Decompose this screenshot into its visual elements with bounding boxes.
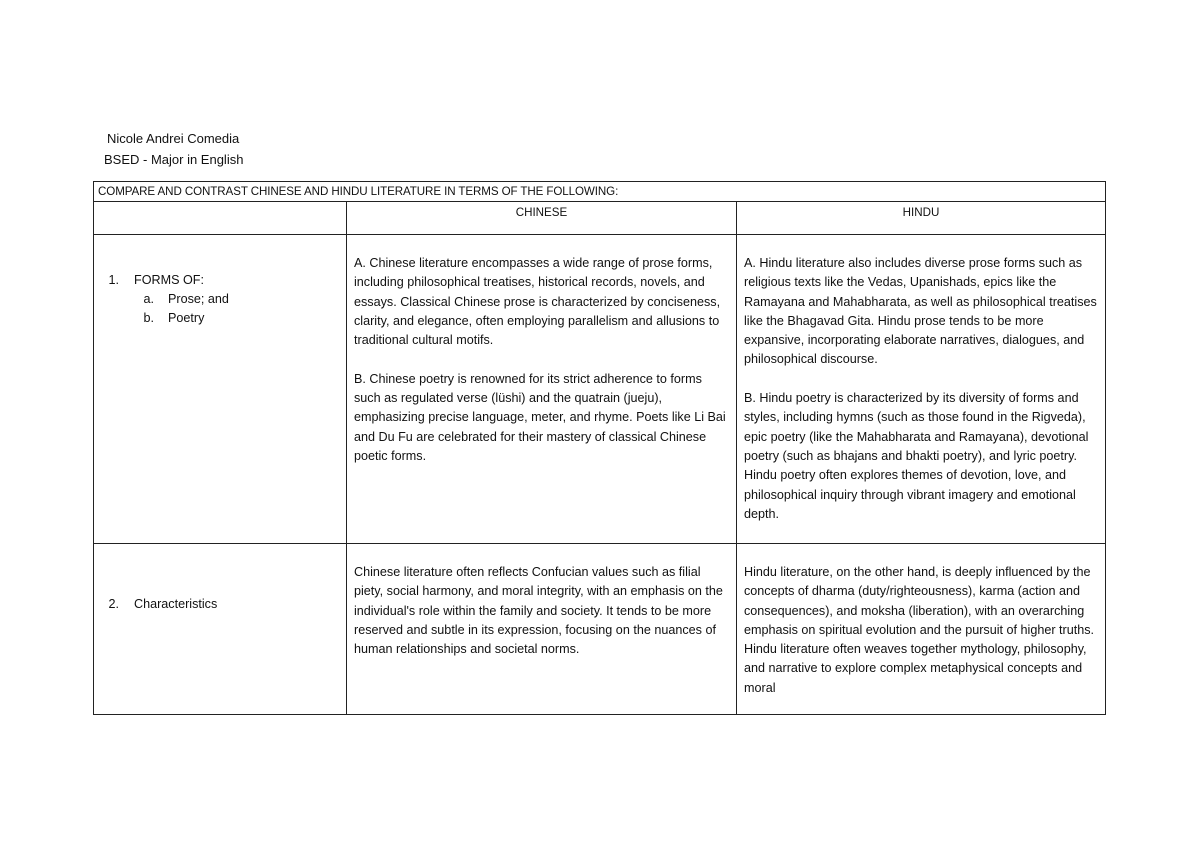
course-line: BSED - Major in English — [104, 152, 244, 167]
column-header-chinese: CHINESE — [347, 202, 737, 235]
table-row — [94, 235, 1106, 544]
sub-item-prose: Prose; and — [168, 292, 229, 306]
table-title: COMPARE AND CONTRAST CHINESE AND HINDU LITERATURE IN TERMS OF THE FOLLOWING: — [94, 182, 1106, 202]
hindu-poetry-text: B. Hindu poetry is characterized by its diversity of forms and styles, including hymns (such as those found in the Rigveda), epic poetry (like the Mahabharata and Ramayana), devotional poetry (such as bhajans and bhakti poetry), and lyric poetry. Hindu poetry often explores themes of devotion, love, and philosophical inquiry through vibrant imagery and emotional depth. — [744, 391, 1089, 521]
document-header — [104, 128, 243, 170]
row-label-text: FORMS OF: — [134, 273, 204, 287]
chinese-characteristics-cell — [347, 544, 737, 715]
sub-item-poetry: Poetry — [168, 311, 205, 325]
chinese-characteristics-text: Chinese literature often reflects Confucian values such as filial piety, social harmony, and moral integrity, with an emphasis on the individual's role within the family and society. It tends to be more reserved and subtle in its expression, focusing on the nuances of human relationships and societal norms. — [354, 565, 723, 657]
row-label-cell — [94, 544, 347, 715]
row-number: 2. — [108, 597, 119, 611]
hindu-prose-text: A. Hindu literature also includes diverse prose forms such as religious texts like the Vedas, Upanishads, epics like the Ramayana and Mahabharata, as well as philosophical treatises like the Bhagavad Gita. Hindu prose tends to be more expansive, incorporating elaborate narratives, dialogues, and philosophical discourse. — [744, 256, 1097, 367]
chinese-prose-text: A. Chinese literature encompasses a wide range of prose forms, including philosophical treatises, historical records, novels, and essays. Classical Chinese prose is characterized by conciseness, clarity, and elegance, often employing parallelism and allusions to traditional cultural motifs. — [354, 256, 721, 348]
row-label-cell — [94, 235, 347, 544]
sub-marker-a: a. — [143, 292, 154, 306]
header-blank-cell — [94, 202, 347, 235]
hindu-forms-cell — [737, 235, 1106, 544]
author-name: Nicole Andrei Comedia — [107, 131, 240, 146]
column-header-row — [94, 202, 1106, 235]
comparison-table — [93, 181, 1106, 715]
chinese-poetry-text: B. Chinese poetry is renowned for its strict adherence to forms such as regulated verse (lüshi) and the quatrain (jueju), emphasizing precise language, meter, and rhyme. Poets like Li Bai and Du Fu are celebrated for their mastery of classical Chinese poetic forms. — [354, 371, 726, 463]
row-label-text: Characteristics — [134, 597, 218, 611]
table-title-row — [94, 182, 1106, 202]
column-header-hindu: HINDU — [737, 202, 1106, 235]
hindu-characteristics-text: Hindu literature, on the other hand, is deeply influenced by the concepts of dharma (duty/righteousness), karma (action and consequences), and moksha (liberation), with an overarching emphasis on spiritual evolution and the pursuit of higher truths. Hindu literature often weaves together mythology, philosophy, and narrative to explore complex metaphysical concepts and moral — [744, 565, 1095, 695]
row-label — [94, 544, 346, 614]
chinese-forms-cell — [347, 235, 737, 544]
hindu-characteristics-cell — [737, 544, 1106, 715]
row-label — [94, 235, 346, 328]
table-row — [94, 544, 1106, 715]
row-number: 1. — [108, 273, 119, 287]
sub-marker-b: b. — [143, 311, 154, 325]
